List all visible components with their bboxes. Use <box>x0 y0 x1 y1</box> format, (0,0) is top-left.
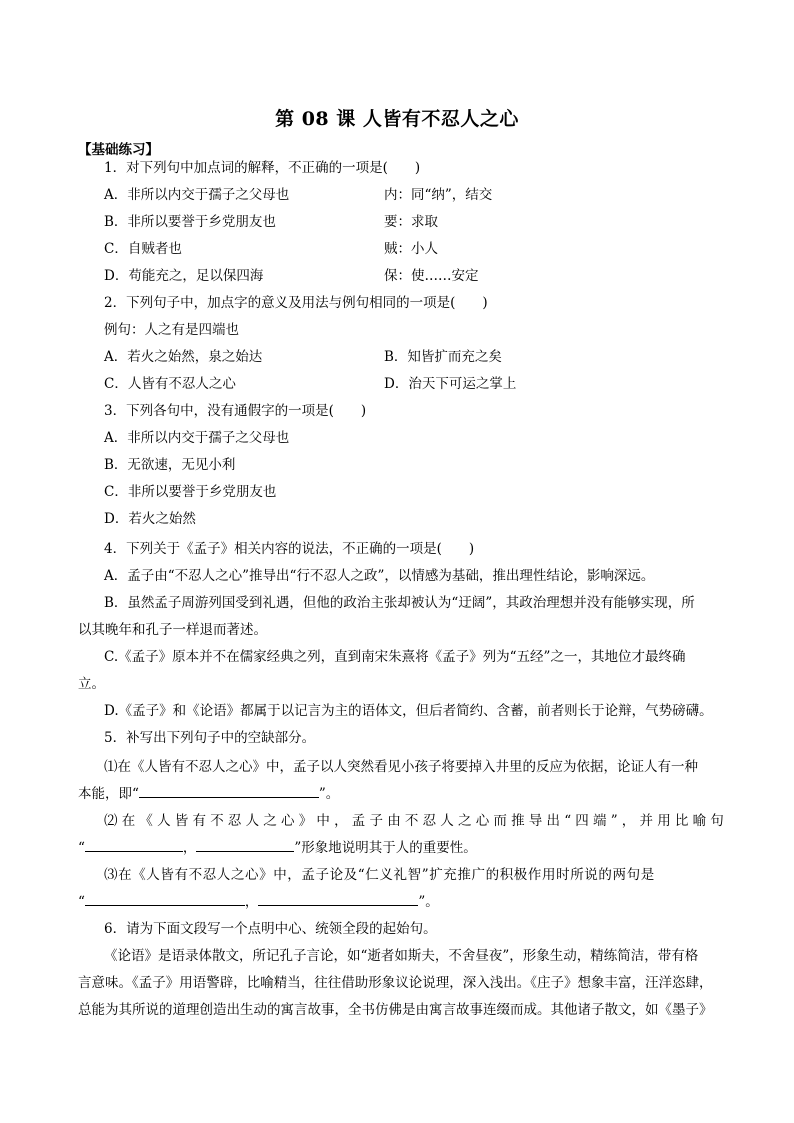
q5-item2-comma: ， <box>182 840 197 856</box>
q5-item3-open-quote: “ <box>78 894 85 910</box>
q4-option-c-line2: 立。 <box>78 676 105 692</box>
q5-item2-suffix: ”形象地说明其于人的重要性。 <box>294 840 477 856</box>
fill-blank[interactable] <box>258 893 418 906</box>
q1-gloss-a: 内：同“纳”，结交 <box>384 187 493 203</box>
q2-example: 例句：人之有是四端也 <box>104 322 239 338</box>
q4-option-d: D.《孟子》和《论语》都属于以记言为主的语体文，但后者简约、含蓄，前者则长于论辩，气势磅礴。 <box>104 703 713 719</box>
q5-item3-line2 <box>78 893 439 911</box>
q6-passage-line2: 言意味。《孟子》用语警辟，比喻精当，往往借助形象议论说理，深入浅出。《庄子》想象丰富，汪洋恣肆， <box>78 975 713 991</box>
q5-item1-line2 <box>78 785 339 803</box>
q3-option-b: B．无欲速，无见小利 <box>104 457 236 473</box>
q1-option-a: A．非所以内交于孺子之父母也 <box>104 187 290 203</box>
q5-item2-open-quote: “ <box>78 840 85 856</box>
q5-item1-line1: ⑴在《人皆有不忍人之心》中，孟子以人突然看见小孩子将要掉入井里的反应为依据，论证人有一种 <box>104 759 698 775</box>
q1-option-d: D．苟能充之，足以保四海 <box>104 268 264 284</box>
fill-blank[interactable] <box>139 785 319 798</box>
q3-option-c: C．非所以要誉于乡党朋友也 <box>104 484 277 500</box>
q5-item2-line1: ⑵在《人皆有不忍人之心》中，孟子由不忍人之心而推导出“四端”，并用比喻句 <box>104 813 729 829</box>
q4-option-b-line1: B．虽然孟子周游列国受到礼遇，但他的政治主张却被认为“迂阔”，其政治理想并没有能够实现，所 <box>104 595 695 611</box>
q5-item1-suffix: ”。 <box>318 786 340 802</box>
fill-blank[interactable] <box>85 893 245 906</box>
q1-stem: 1．对下列句中加点词的解释，不正确的一项是( ) <box>104 160 421 176</box>
q2-option-a: A．若火之始然，泉之始达 <box>104 349 263 365</box>
q5-item3-line1: ⑶在《人皆有不忍人之心》中，孟子论及“仁义礼智”扩充推广的积极作用时所说的两句是 <box>104 867 655 883</box>
q4-option-a: A．孟子由“不忍人之心”推导出“行不忍人之政”，以情感为基础，推出理性结论，影响深远。 <box>104 568 655 584</box>
q1-gloss-d: 保：使……安定 <box>384 268 479 284</box>
q2-option-d: D．治天下可运之掌上 <box>384 376 517 392</box>
section-heading: 【基础练习】 <box>78 142 159 158</box>
q2-option-c: C．人皆有不忍人之心 <box>104 376 236 392</box>
q4-stem: 4．下列关于《孟子》相关内容的说法，不正确的一项是( ) <box>104 541 475 557</box>
q3-option-d: D．若火之始然 <box>104 511 196 527</box>
q5-item1-prefix: 本能，即“ <box>78 786 139 802</box>
q4-option-b-line2: 以其晚年和孔子一样退而著述。 <box>78 622 267 638</box>
q6-stem: 6．请为下面文段写一个点明中心、统领全段的起始句。 <box>104 921 437 937</box>
q3-option-a: A．非所以内交于孺子之父母也 <box>104 430 290 446</box>
fill-blank[interactable] <box>85 839 183 852</box>
q6-passage-line3: 总能为其所说的道理创造出生动的寓言故事，全书仿佛是由寓言故事连缀而成。其他诸子散文，如《墨子》 <box>78 1002 713 1018</box>
q1-gloss-b: 要：求取 <box>384 214 438 230</box>
q5-item3-comma: ， <box>244 894 259 910</box>
q5-stem: 5．补写出下列句子中的空缺部分。 <box>104 730 316 746</box>
q1-option-c: C．自贼者也 <box>104 241 182 257</box>
q3-stem: 3．下列各句中，没有通假字的一项是( ) <box>104 403 367 419</box>
fill-blank[interactable] <box>196 839 294 852</box>
q1-option-b: B．非所以要誉于乡党朋友也 <box>104 214 276 230</box>
page-title: 第 08 课 人皆有不忍人之心 <box>275 108 519 130</box>
q1-gloss-c: 贼：小人 <box>384 241 438 257</box>
q2-option-b: B．知皆扩而充之矣 <box>384 349 502 365</box>
q6-passage-line1: 《论语》是语录体散文，所记孔子言论，如“逝者如斯夫，不舍昼夜”，形象生动，精练简洁，带有格 <box>104 948 699 964</box>
q4-option-c-line1: C.《孟子》原本并不在儒家经典之列，直到南宋朱熹将《孟子》列为“五经”之一，其地位才最终确 <box>104 649 686 665</box>
q5-item2-line2 <box>78 839 477 857</box>
q2-stem: 2．下列句子中，加点字的意义及用法与例句相同的一项是( ) <box>104 295 488 311</box>
q5-item3-suffix: ”。 <box>418 894 439 910</box>
